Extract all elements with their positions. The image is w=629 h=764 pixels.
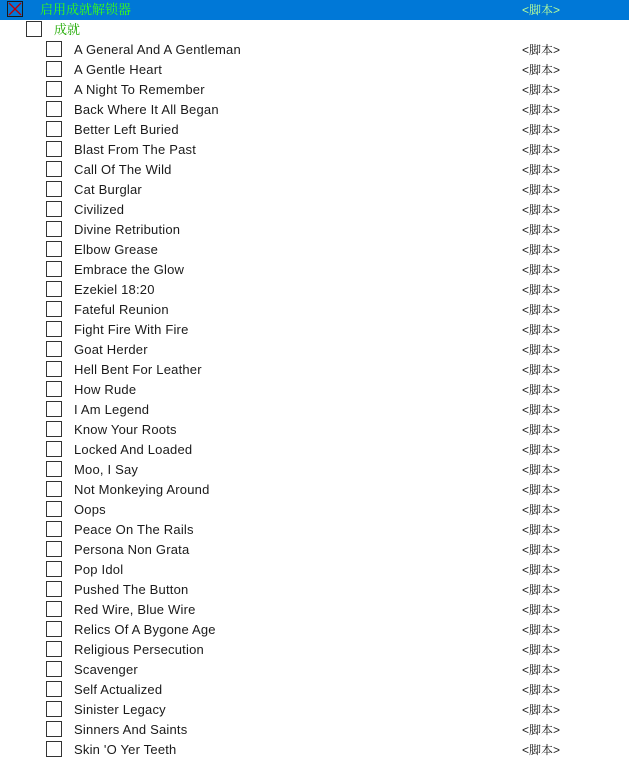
achievement-checkbox[interactable]: [46, 641, 62, 657]
achievement-row[interactable]: [0, 420, 629, 440]
achievement-value: <脚本>: [522, 63, 561, 77]
achievement-checkbox[interactable]: [46, 121, 62, 137]
achievement-checkbox[interactable]: [46, 421, 62, 437]
achievement-checkbox[interactable]: [46, 581, 62, 597]
achievement-row[interactable]: [0, 120, 629, 140]
achievement-label: Sinners And Saints: [74, 722, 188, 737]
achievement-label: Persona Non Grata: [74, 542, 190, 557]
achievement-label: Not Monkeying Around: [74, 482, 210, 497]
achievement-label: Elbow Grease: [74, 242, 159, 257]
achievement-value: <脚本>: [522, 543, 561, 557]
achievement-checkbox[interactable]: [46, 301, 62, 317]
achievement-checkbox[interactable]: [46, 681, 62, 697]
achievement-label: Sinister Legacy: [74, 702, 166, 717]
achievement-checkbox[interactable]: [46, 441, 62, 457]
achievement-value: <脚本>: [522, 503, 561, 517]
achievement-value: <脚本>: [522, 583, 561, 597]
achievement-value: <脚本>: [522, 243, 561, 257]
achievement-checkbox[interactable]: [46, 101, 62, 117]
achievement-row[interactable]: [0, 60, 629, 80]
achievement-checkbox[interactable]: [46, 701, 62, 717]
achievement-row[interactable]: [0, 140, 629, 160]
achievement-label: A Night To Remember: [74, 82, 205, 97]
achievement-checkbox[interactable]: [46, 261, 62, 277]
achievement-row[interactable]: [0, 320, 629, 340]
achievement-row[interactable]: [0, 300, 629, 320]
achievement-checkbox[interactable]: [46, 241, 62, 257]
achievement-checkbox[interactable]: [46, 401, 62, 417]
achievement-label: A Gentle Heart: [74, 62, 163, 77]
achievement-label: Skin 'O Yer Teeth: [74, 742, 177, 757]
achievement-checkbox[interactable]: [46, 601, 62, 617]
achievement-value: <脚本>: [522, 323, 561, 337]
achievement-row[interactable]: [0, 360, 629, 380]
achievement-value: <脚本>: [522, 203, 561, 217]
achievement-checkbox[interactable]: [46, 481, 62, 497]
achievement-checkbox[interactable]: [46, 381, 62, 397]
achievement-checkbox[interactable]: [46, 41, 62, 57]
achievement-checkbox[interactable]: [46, 181, 62, 197]
achievement-value: <脚本>: [522, 563, 561, 577]
achievement-row[interactable]: [0, 620, 629, 640]
achievement-row[interactable]: [0, 520, 629, 540]
group-label: 成就: [54, 22, 81, 37]
achievement-value: <脚本>: [522, 223, 561, 237]
achievement-row[interactable]: [0, 460, 629, 480]
achievement-value: <脚本>: [522, 103, 561, 117]
achievement-label: Pop Idol: [74, 562, 124, 577]
achievement-row[interactable]: [0, 500, 629, 520]
achievement-value: <脚本>: [522, 663, 561, 677]
achievement-label: Call Of The Wild: [74, 162, 172, 177]
achievement-row[interactable]: [0, 540, 629, 560]
achievement-row[interactable]: [0, 380, 629, 400]
achievement-value: <脚本>: [522, 343, 561, 357]
group-checkbox[interactable]: [26, 21, 42, 37]
achievement-label: A General And A Gentleman: [74, 42, 241, 57]
achievement-checkbox[interactable]: [46, 321, 62, 337]
achievement-row[interactable]: [0, 580, 629, 600]
achievement-value: <脚本>: [522, 283, 561, 297]
achievement-checkbox[interactable]: [46, 161, 62, 177]
achievement-label: Ezekiel 18:20: [74, 282, 155, 297]
achievement-value: <脚本>: [522, 43, 561, 57]
achievement-row[interactable]: [0, 340, 629, 360]
achievement-value: <脚本>: [522, 703, 561, 717]
achievement-checkbox[interactable]: [46, 201, 62, 217]
achievement-label: Hell Bent For Leather: [74, 362, 202, 377]
achievement-label: How Rude: [74, 382, 137, 397]
achievement-checkbox[interactable]: [46, 541, 62, 557]
achievement-value: <脚本>: [522, 303, 561, 317]
achievement-value: <脚本>: [522, 643, 561, 657]
achievement-row[interactable]: [0, 280, 629, 300]
achievement-value: <脚本>: [522, 363, 561, 377]
achievement-label: Self Actualized: [74, 682, 163, 697]
achievement-checkbox[interactable]: [46, 461, 62, 477]
achievement-label: Peace On The Rails: [74, 522, 194, 537]
achievement-row[interactable]: [0, 440, 629, 460]
achievement-row[interactable]: [0, 160, 629, 180]
achievement-checkbox[interactable]: [46, 561, 62, 577]
achievement-label: Know Your Roots: [74, 422, 177, 437]
achievement-value: <脚本>: [522, 483, 561, 497]
achievement-value: <脚本>: [522, 383, 561, 397]
achievement-label: Oops: [74, 502, 106, 517]
achievement-value: <脚本>: [522, 603, 561, 617]
achievement-label: Scavenger: [74, 662, 138, 677]
achievement-checkbox[interactable]: [46, 81, 62, 97]
achievement-label: Blast From The Past: [74, 142, 197, 157]
achievement-row[interactable]: [0, 740, 629, 760]
achievement-label: Divine Retribution: [74, 222, 181, 237]
achievement-row[interactable]: [0, 400, 629, 420]
achievement-value: <脚本>: [522, 463, 561, 477]
achievement-label: Relics Of A Bygone Age: [74, 622, 216, 637]
achievement-value: <脚本>: [522, 523, 561, 537]
achievement-row[interactable]: [0, 240, 629, 260]
root-value: <脚本>: [522, 3, 561, 17]
achievement-checkbox[interactable]: [46, 521, 62, 537]
achievement-label: Embrace the Glow: [74, 262, 185, 277]
achievement-row[interactable]: [0, 180, 629, 200]
root-checkbox[interactable]: [7, 1, 23, 17]
achievement-checkbox[interactable]: [46, 721, 62, 737]
achievement-value: <脚本>: [522, 183, 561, 197]
tree-row-achievements-group[interactable]: [0, 20, 629, 40]
achievement-label: Fateful Reunion: [74, 302, 169, 317]
achievement-checkbox[interactable]: [46, 281, 62, 297]
achievement-row[interactable]: [0, 560, 629, 580]
achievement-checkbox[interactable]: [46, 361, 62, 377]
achievement-value: <脚本>: [522, 743, 561, 757]
achievement-value: <脚本>: [522, 83, 561, 97]
root-label: 启用成就解锁器: [40, 2, 132, 17]
achievement-value: <脚本>: [522, 443, 561, 457]
achievement-row[interactable]: [0, 640, 629, 660]
achievement-checkbox[interactable]: [46, 621, 62, 637]
achievement-row[interactable]: [0, 700, 629, 720]
achievement-row[interactable]: [0, 80, 629, 100]
achievement-checkbox[interactable]: [46, 221, 62, 237]
achievement-value: <脚本>: [522, 123, 561, 137]
achievement-checkbox[interactable]: [46, 661, 62, 677]
achievement-checkbox[interactable]: [46, 341, 62, 357]
achievement-checkbox[interactable]: [46, 741, 62, 757]
achievement-checkbox[interactable]: [46, 61, 62, 77]
achievement-label: Civilized: [74, 202, 125, 217]
achievement-label: Religious Persecution: [74, 642, 204, 657]
achievement-label: Red Wire, Blue Wire: [74, 602, 196, 617]
achievement-row[interactable]: [0, 100, 629, 120]
tree-row-enable-achievement-unlocker[interactable]: [0, 0, 629, 20]
achievement-checkbox[interactable]: [46, 141, 62, 157]
achievement-value: <脚本>: [522, 163, 561, 177]
achievement-label: Locked And Loaded: [74, 442, 193, 457]
achievement-value: <脚本>: [522, 143, 561, 157]
achievement-row[interactable]: [0, 600, 629, 620]
achievement-value: <脚本>: [522, 263, 561, 277]
achievement-value: <脚本>: [522, 403, 561, 417]
achievement-row[interactable]: [0, 480, 629, 500]
achievement-value: <脚本>: [522, 683, 561, 697]
achievement-label: Goat Herder: [74, 342, 148, 357]
achievement-value: <脚本>: [522, 723, 561, 737]
achievement-value: <脚本>: [522, 423, 561, 437]
achievement-label: Better Left Buried: [74, 122, 179, 137]
achievement-label: Moo, I Say: [74, 462, 139, 477]
achievement-row[interactable]: [0, 720, 629, 740]
achievement-row[interactable]: [0, 40, 629, 60]
achievement-label: I Am Legend: [74, 402, 150, 417]
achievement-label: Fight Fire With Fire: [74, 322, 189, 337]
achievement-list: [0, 40, 629, 760]
achievement-row[interactable]: [0, 260, 629, 280]
achievement-value: <脚本>: [522, 623, 561, 637]
achievement-checkbox[interactable]: [46, 501, 62, 517]
achievement-label: Pushed The Button: [74, 582, 189, 597]
cross-icon: [8, 2, 22, 16]
achievement-label: Back Where It All Began: [74, 102, 219, 117]
achievement-row[interactable]: [0, 680, 629, 700]
achievement-row[interactable]: [0, 660, 629, 680]
achievement-row[interactable]: [0, 220, 629, 240]
achievement-label: Cat Burglar: [74, 182, 142, 197]
achievement-row[interactable]: [0, 200, 629, 220]
